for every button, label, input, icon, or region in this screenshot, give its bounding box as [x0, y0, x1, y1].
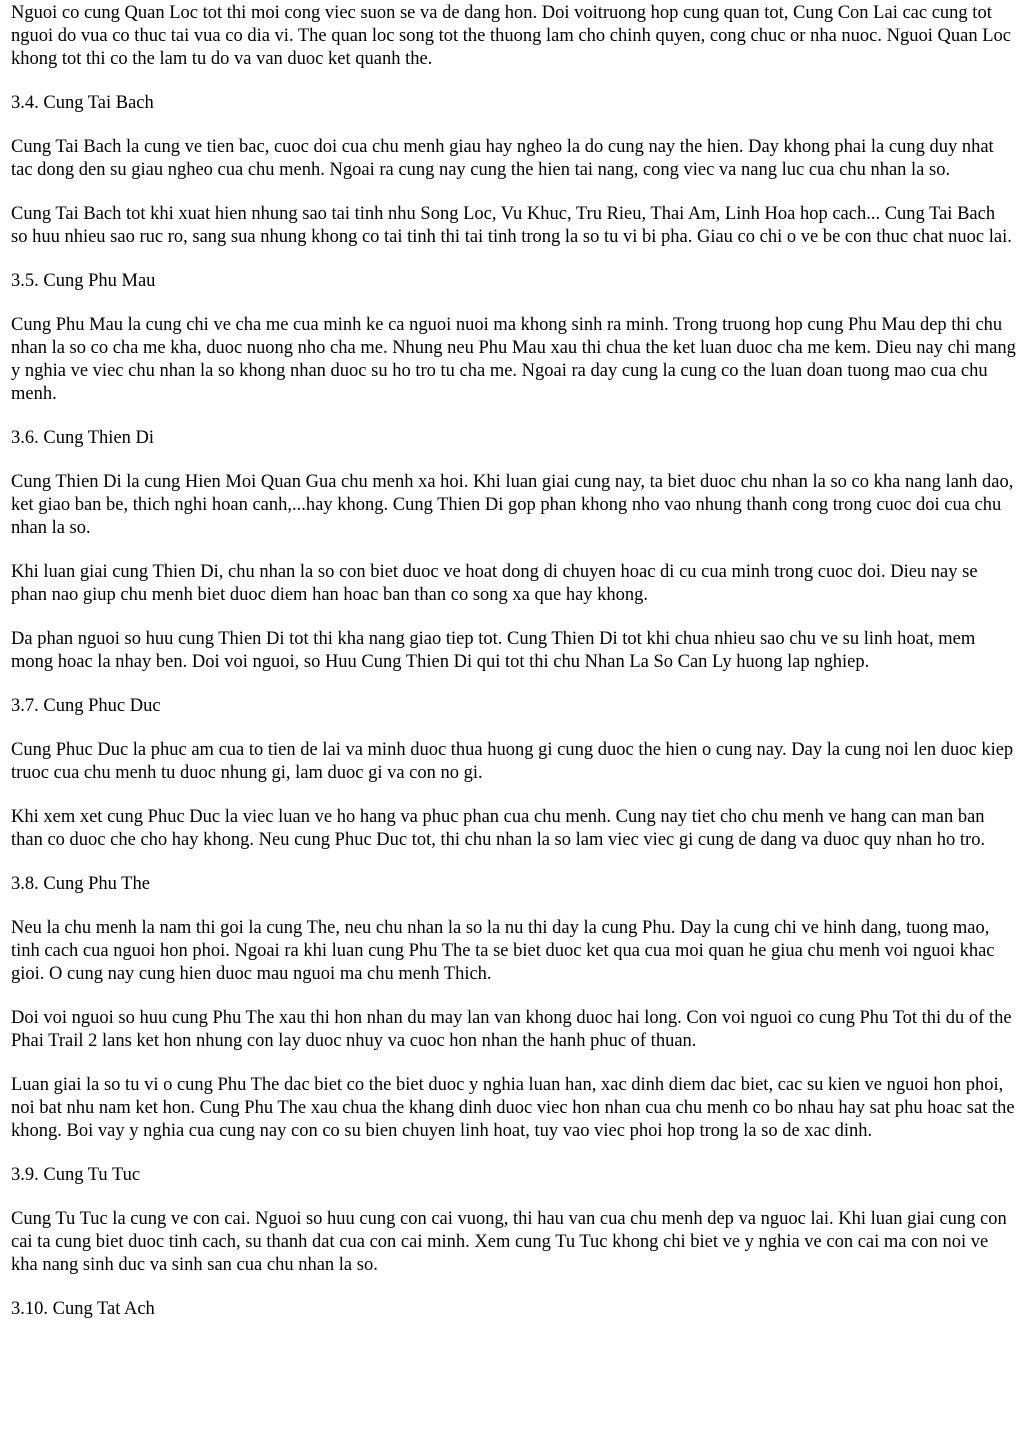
- paragraph-phuc-duc-1: Cung Phuc Duc la phuc am cua to tien de lai va minh duoc thua huong gi cung duoc the hien o cung nay. Day la cung noi len duoc kiep truoc cua chu menh tu duoc nhung gi, lam duoc gi va con no gi.: [11, 740, 1014, 783]
- paragraph-thien-di-2: Khi luan giai cung Thien Di, chu nhan la so con biet duoc ve hoat dong di chuyen hoac di cu cua minh trong cuoc doi. Dieu nay se phan nao giup chu menh biet duoc diem han hoac ban than co song xa que hay khong.: [11, 562, 978, 605]
- heading-tai-bach: 3.4. Cung Tai Bach: [11, 93, 154, 113]
- paragraph-tu-tuc: Cung Tu Tuc la cung ve con cai. Nguoi so huu cung con cai vuong, thi hau van cua chu menh dep va nguoc lai. Khi luan giai cung con cai ta cung biet duoc tinh cach, su thanh dat cua con cai minh. Xem cung Tu Tuc khong chi biet ve y nghia ve con cai ma con noi ve kha nang sinh duc va sinh san cua chu nhan la so.: [11, 1209, 1007, 1275]
- paragraph-phu-mau: Cung Phu Mau la cung chi ve cha me cua minh ke ca nguoi nuoi ma khong sinh ra minh. Trong truong hop cung Phu Mau dep thi chu nhan la so co cha me kha, duoc nuong nho cha me. Nhung neu Phu Mau xau thi chua the ket luan duoc cha me kem. Dieu nay chi mang y nghia ve viec chu nhan la so khong nhan duoc su ho tro tu cha me. Ngoai ra day cung la cung co the luan doan tuong mao cua chu menh.: [11, 315, 1016, 404]
- paragraph-quan-loc: Nguoi co cung Quan Loc tot thi moi cong viec suon se va de dang hon. Doi voitruong hop cung quan tot, Cung Con Lai cac cung tot nguoi do vua co thuc tai vua co dia vi. The quan loc song tot the thuong lam cho chinh quyen, cong chuc or nha nuoc. Nguoi Quan Loc khong tot thi co the lam tu do va van duoc ket quanh the.: [11, 3, 1011, 69]
- heading-phuc-duc: 3.7. Cung Phuc Duc: [11, 696, 161, 716]
- paragraph-tai-bach-2: Cung Tai Bach tot khi xuat hien nhung sao tai tinh nhu Song Loc, Vu Khuc, Tru Rieu, Thai Am, Linh Hoa hop cach... Cung Tai Bach so huu nhieu sao ruc ro, sang sua nhung khong co tai tinh thi tai tinh trong la so tu vi bi pha. Giau co chi o ve be con thuc chat nuoc lai.: [11, 204, 1012, 247]
- heading-tu-tuc: 3.9. Cung Tu Tuc: [11, 1165, 141, 1185]
- paragraph-phuc-duc-2: Khi xem xet cung Phuc Duc la viec luan ve ho hang va phuc phan cua chu menh. Cung nay tiet cho chu menh ve hang can man ban than co duoc che cho hay khong. Neu cung Phuc Duc tot, thi chu nhan la so lam viec viec gi cung de dang va duoc quy nhan ho tro.: [11, 807, 986, 850]
- paragraph-thien-di-3: Da phan nguoi so huu cung Thien Di tot thi kha nang giao tiep tot. Cung Thien Di tot khi chua nhieu sao chu ve su linh hoat, mem mong hoac la nhay ben. Doi voi nguoi, so Huu Cung Thien Di qui tot thi chu Nhan La So Can Ly huong lap nghiep.: [11, 629, 976, 672]
- paragraph-thien-di-1: Cung Thien Di la cung Hien Moi Quan Gua chu menh xa hoi. Khi luan giai cung nay, ta biet duoc chu nhan la so co kha nang lanh dao, ket giao ban be, thich nghi hoan canh,...hay khong. Cung Thien Di gop phan khong nho vao nhung thanh cong trong cuoc doi cua chu nhan la so.: [11, 472, 1014, 538]
- paragraph-tai-bach-1: Cung Tai Bach la cung ve tien bac, cuoc doi cua chu menh giau hay ngheo la do cung nay the hien. Day khong phai la cung duy nhat tac dong den su giau ngheo cua chu menh. Ngoai ra cung nay cung the hien tai nang, cong viec va nang luc cua chu nhan la so.: [11, 137, 994, 180]
- paragraph-phu-the-3: Luan giai la so tu vi o cung Phu The dac biet co the biet duoc y nghia luan han, xac dinh diem dac biet, cac su kien ve nguoi hon phoi, noi bat nhu nam ket hon. Cung Phu The xau chua the khang dinh duoc viec hon nhan cua chu menh co bo nhau hay sat phu hoac sat the khong. Boi vay y nghia cua cung nay con co su bien chuyen linh hoat, tuy vao viec phoi hop trong la so de xac dinh.: [11, 1075, 1015, 1141]
- paragraph-phu-the-1: Neu la chu menh la nam thi goi la cung The, neu chu nhan la so la nu thi day la cung Phu. Day la cung chi ve hinh dang, tuong mao, tinh cach cua nguoi hon phoi. Ngoai ra khi luan cung Phu The ta se biet duoc ket qua cua moi quan he giua chu menh voi nguoi khac gioi. O cung nay cung hien duoc mau nguoi ma chu menh Thich.: [11, 918, 995, 984]
- heading-phu-the: 3.8. Cung Phu The: [11, 874, 150, 894]
- heading-tat-ach: 3.10. Cung Tat Ach: [11, 1299, 155, 1319]
- heading-phu-mau: 3.5. Cung Phu Mau: [11, 271, 156, 291]
- paragraph-phu-the-2: Doi voi nguoi so huu cung Phu The xau thi hon nhan du may lan van khong duoc hai long. Con voi nguoi co cung Phu Tot thi du of the Phai Trail 2 lans ket hon nhung con lay duoc nhuy va cuoc hon nhan the hanh phuc of thuan.: [11, 1008, 1012, 1051]
- heading-thien-di: 3.6. Cung Thien Di: [11, 428, 155, 448]
